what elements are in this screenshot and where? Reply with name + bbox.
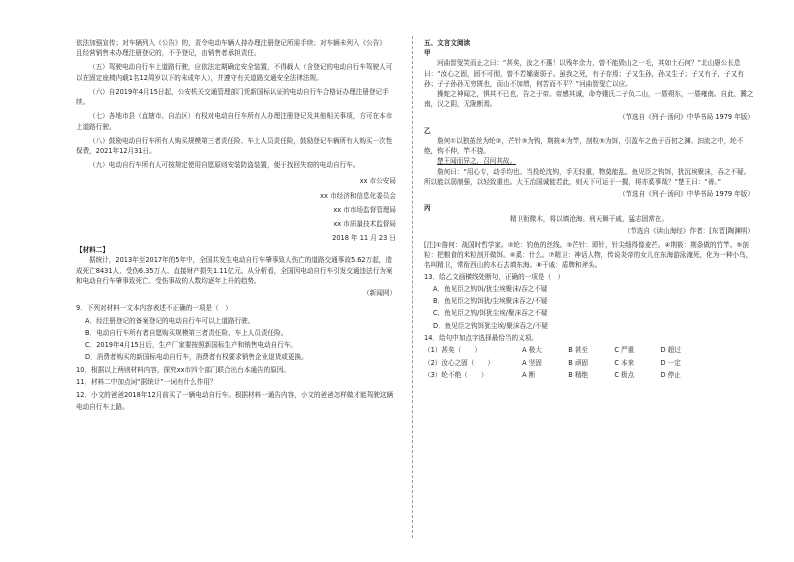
vocab-choice: B 甚至 bbox=[568, 346, 589, 355]
annotation-notes: [注]①詹何：战国时哲学家。②纶：钓鱼的丝线。③芒针：即针，针尖细得像麦芒。④荆筱：荆条做的竹竿。⑤剖粒：把粮食的米粒剖开做饵。⑥奚：什么。⑦精卫：神话人物，传说炎帝的女儿在东海游泳淹死，化为一种小鸟，名叫精卫，常衔西山的木石去填东海。⑧干戚：盾牌和斧头。 bbox=[424, 240, 753, 270]
right-column bbox=[424, 38, 754, 381]
vocab-row bbox=[424, 369, 754, 381]
question-12: 12．小文的爸爸2018年12月前买了一辆电动自行车。根据材料一通告内容，小文的爸爸怎样做才能驾驶这辆电动自行车上路。 bbox=[76, 390, 394, 412]
vocab-choice: D 一定 bbox=[660, 358, 681, 367]
passage-bing-poem: 精卫衔微木，将以填沧海。刑天舞干戚，猛志固常在。 bbox=[509, 214, 669, 223]
option-d: D．消费者购买的新国标电动自行车，消费者有权要求销售企业退货或更换。 bbox=[85, 353, 308, 362]
notice-item: （八）鼓励电动自行车所有人购买规模第三者责任险、车上人员责任险，鼓励登记车辆所有人购买一次性保费，2021年12月31日。 bbox=[76, 136, 393, 155]
vocab-choice: C 严重 bbox=[614, 346, 635, 355]
vocab-choice: A 极大 bbox=[522, 346, 542, 355]
passage-jia-2: 操蛇之神闻之，惧其不已也，告之于帝。帝感其诚，命夸娥氏二子负二山，一厝朔东，一厝雍南。自此，冀之南，汉之阴，无陇断焉。 bbox=[424, 90, 754, 109]
passage-yi: 詹何①以独茧丝为纶②，芒针③为钩，荆筱④为竿，剖粒⑤为饵，引盈车之鱼于百仞之渊、汩流之中，纶不绝，钩不伸，竿不挠。 bbox=[424, 136, 744, 156]
option-a: A．鱼见臣之钩饵/犹尘埃聚沫/吞之不疑 bbox=[433, 285, 548, 294]
material2-source: （新闻网） bbox=[363, 289, 396, 298]
question-14: 14．给句中加点字选择最恰当的义项。 bbox=[424, 333, 538, 342]
notice-item: （七）各地市县（直辖市、自治区）有权对电动自行车所有人办理注册登记及其他相关事项，方可在本市上道路行驶。 bbox=[76, 112, 393, 131]
material2-title: 【材料二】 bbox=[76, 246, 109, 255]
passage-yi-source: （节选自《列子·汤问》中华书局 1979 年版） bbox=[618, 190, 754, 199]
vocab-choice: D 超过 bbox=[660, 346, 681, 355]
column-divider bbox=[412, 36, 413, 538]
material2-text: 据统计，2013年至2017年的5年中，全国共发生电动自行车肇事致人伤亡的道路交通事故5.62万起，造成死亡8431人、受伤6.35万人、直接财产损失1.11亿元。从分析看，全国因电动自行车引发交通违法行为案和电动自行车肇事致死亡、受伤事故的人数均逐年上升的趋势。 bbox=[76, 256, 393, 285]
option-a: A．经注册登记的备案登记的电动自行车可以上道路行驶。 bbox=[85, 316, 255, 325]
vocab-choice: A 断 bbox=[522, 370, 536, 379]
text-line: 且经营销售未办理注册登记的，不予登记，由销售者承担责任。 bbox=[76, 49, 261, 58]
passage-jia: 河曲智叟笑而止之曰：“甚矣，汝之不惠！以残年余力，曾不能毁山之一毛，其如土石何？”北山愚公长息曰：“汝心之固，固不可彻，曾不若孀妻弱子。虽我之死，有子存焉；子又生孙，孙又生子；子又有子，子又有孙；子子孙孙无穷匮也，而山不加增，何苦而不平？”河曲智叟亡以应。 bbox=[424, 59, 744, 88]
question-9: 9．下列对材料一文本内容表述不正确的一项是（ ） bbox=[76, 304, 232, 313]
passage-yi-underlined: 楚王闻而异之，召问其故。 bbox=[437, 157, 517, 166]
passage-yi-label: 乙 bbox=[424, 126, 431, 135]
question-13: 13．给乙文画横线处断句，正确的一项是（ ） bbox=[424, 272, 565, 281]
vocab-row bbox=[424, 344, 754, 356]
question-11: 11．材料二中加点词“据统计”一词有什么作用？ bbox=[76, 378, 217, 387]
section-title: 五、文言文阅读 bbox=[424, 39, 471, 47]
option-d: D．鱼见臣之钩饵犹尘埃/聚沫吞之/不疑 bbox=[433, 321, 549, 330]
signature-line: xx 市市场监督管理局 bbox=[333, 205, 396, 214]
text-line: 依法加强宣传；对车辆列入《公告》的，责令电动车辆人持办理注册登记所需手续；对车辆未列入《公告》 bbox=[76, 39, 386, 47]
passage-bing-label: 丙 bbox=[424, 204, 431, 213]
vocab-term: （2）汝心之固（ ） bbox=[424, 358, 495, 367]
option-b: B．电动自行车所有者自愿购买规模第三者责任险、车上人员责任险。 bbox=[85, 329, 288, 338]
option-b: B．鱼见臣之钩饵犹/尘埃聚沫吞之/不疑 bbox=[433, 297, 548, 306]
passage-yi-2: 詹何曰：“用心专，动手均也。当投纶沈钩，手无轻重，物莫能乱。鱼见臣之钩饵，犹沉埃聚沫，吞之不疑。所以能以弱制强，以轻致重也。大王治国诚能若此，则天下可运于一握，将亦奚事哉？”楚王曰：“善。” bbox=[424, 167, 751, 186]
notice-item: （五）驾驶电动自行车上道路行驶，应依法定期确定安全装置，不得载人（含登记的电动自行车驾驶人可以在固定座椅内载1名12周岁以下的未成年人），并遵守有关道路交通安全法律法规。 bbox=[76, 63, 393, 82]
option-c: C．鱼见臣之钩/饵犹尘埃/聚沫吞之不疑 bbox=[433, 309, 548, 318]
signature-line: xx 市经济和信息化委员会 bbox=[320, 191, 396, 200]
vocab-choice: B 顽固 bbox=[568, 358, 589, 367]
vocab-choice: C 极点 bbox=[614, 370, 635, 379]
vocab-choice: D 停止 bbox=[660, 370, 681, 379]
vocab-choice: B 精绝 bbox=[568, 370, 589, 379]
signature-block bbox=[76, 174, 396, 245]
notice-item: （九）电动自行车所有人可按规定使用自愿原则安装防盗装置，便于找回失窃的电动自行车。 bbox=[89, 161, 360, 170]
vocab-term: （1）甚矣（ ） bbox=[424, 346, 481, 355]
vocab-row bbox=[424, 357, 754, 369]
question-10: 10．根据以上两则材料内容，探究xx市四个部门联合出台本通告的原因。 bbox=[76, 365, 291, 374]
passage-jia-label: 甲 bbox=[424, 49, 431, 58]
vocab-choice: A 坚固 bbox=[522, 358, 542, 367]
signature-date: 2018 年 11 月 23 日 bbox=[332, 234, 396, 243]
left-column bbox=[76, 38, 396, 414]
notice-item: （六）自2019年4月15日起，公安机关交通管理部门凭新国标认证的电动自行车合格证办理注册登记手续。 bbox=[76, 87, 389, 107]
signature-line: xx 市公安局 bbox=[359, 177, 396, 186]
vocab-term: （3）纶不绝（ ） bbox=[424, 370, 488, 379]
signature-line: xx 市质量技术监督局 bbox=[333, 219, 396, 228]
passage-jia-source: （节选自《列子·汤问》中华书局 1979 年版） bbox=[618, 112, 754, 121]
option-c: C．2019年4月15日后，生产厂家要按照新国标生产和销售电动自行车。 bbox=[85, 341, 298, 350]
passage-bing-source: （节选自《读山海经》作者：[东晋]陶渊明） bbox=[623, 226, 754, 235]
vocab-choice: C 本来 bbox=[614, 358, 635, 367]
